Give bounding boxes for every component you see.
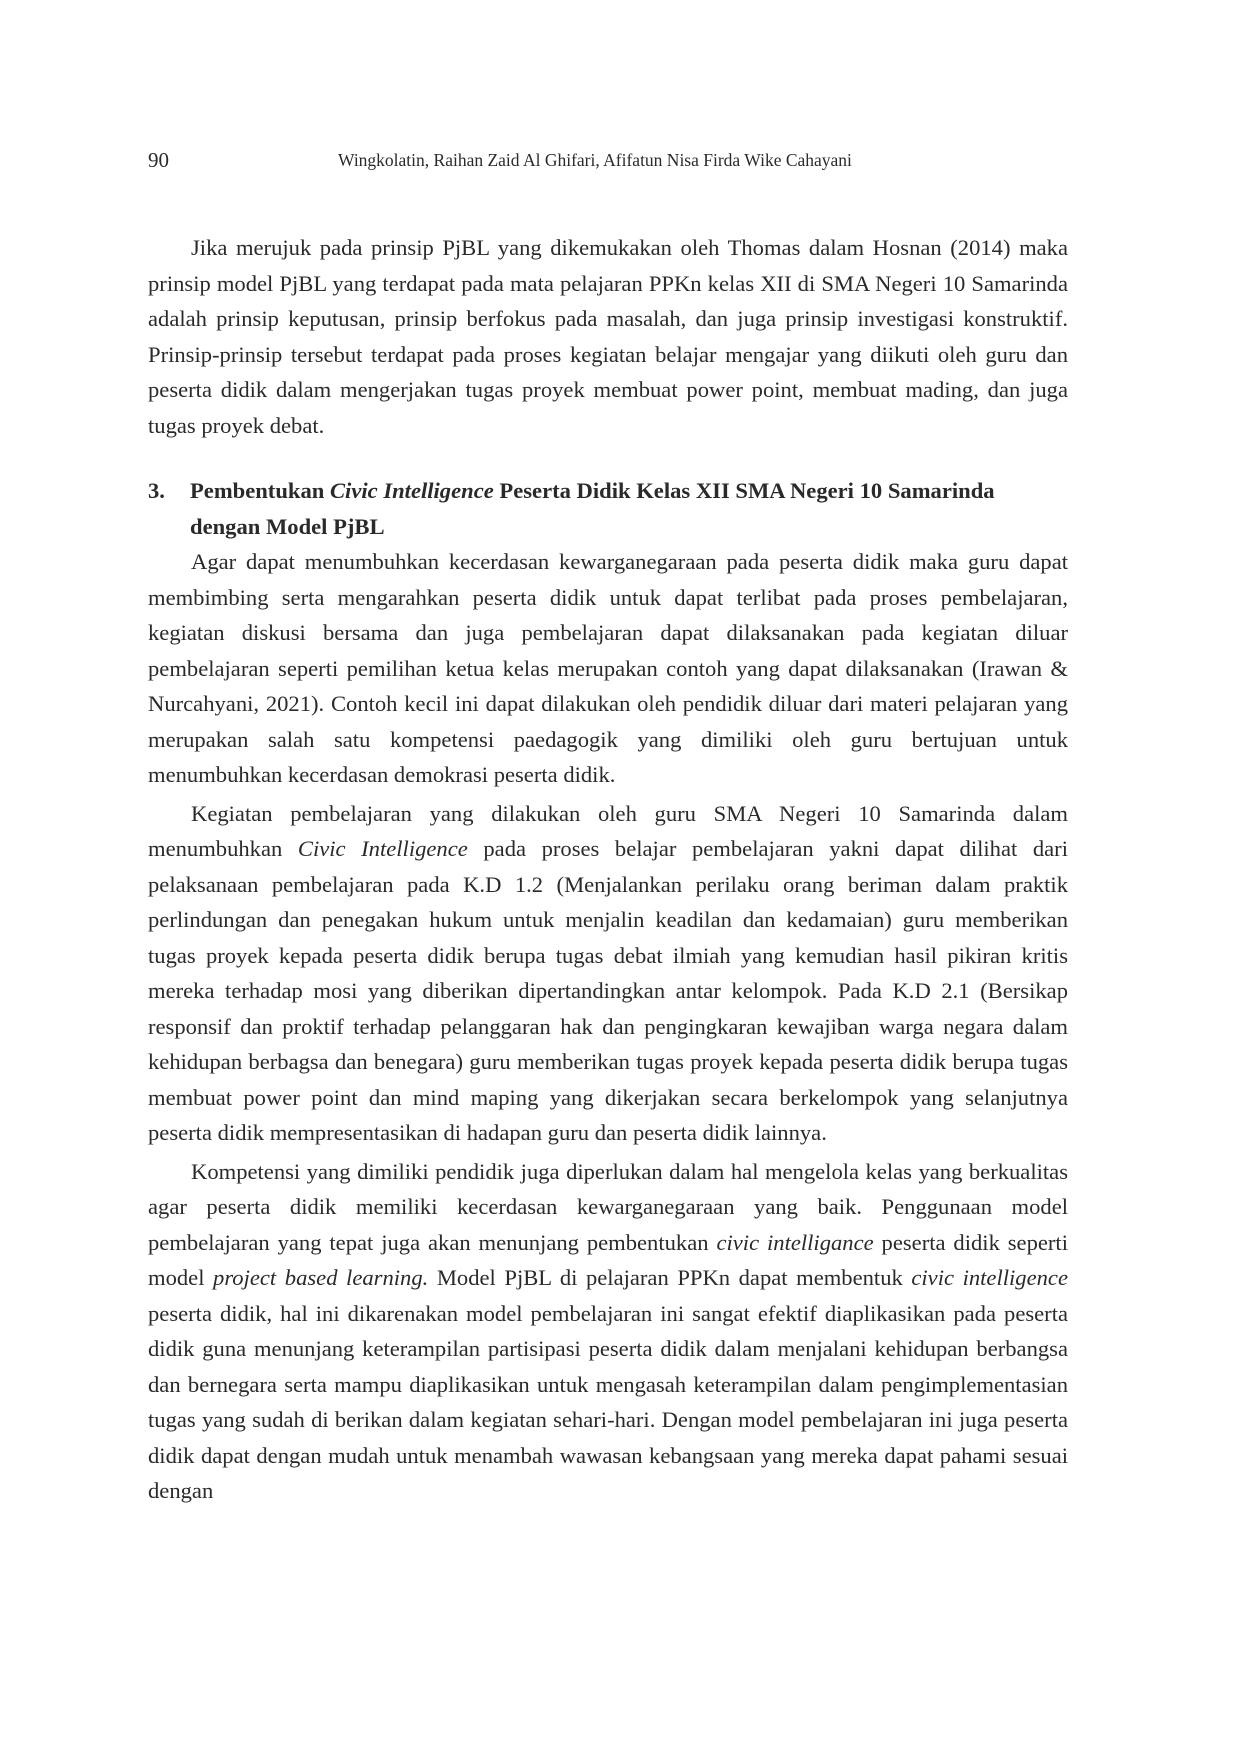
section-paragraph-1: Agar dapat menumbuhkan kecerdasan kewarganegaraan pada peserta didik maka guru dapat membimbing serta mengarahkan peserta didik untuk dapat terlibat pada proses pembelajaran, kegiatan diskusi bersama dan juga pembelajaran dapat dilaksanakan pada kegiatan diluar pembelajaran seperti pemilihan ketua kelas merupakan contoh yang dapat dilaksanakan (Irawan & Nurcahyani, 2021). Contoh kecil ini dapat dilakukan oleh pendidik diluar dari materi pelajaran yang merupakan salah satu kompetensi paedagogik yang dimiliki oleh guru bertujuan untuk menumbuhkan kecerdasan demokrasi peserta didik. [148, 549, 1068, 787]
running-header-authors: Wingkolatin, Raihan Zaid Al Ghifari, Afifatun Nisa Firda Wike Cahayani [338, 150, 852, 170]
paragraph3-italic-1: civic intelligance [716, 1229, 874, 1255]
section-heading [148, 473, 1068, 544]
paragraph2-text-b: pada proses belajar pembelajaran yakni dapat dilihat dari pelaksanaan pembelajaran pada K.D 1.2 (Menjalankan perilaku orang beriman dalam praktik perlindungan dan penegakan hukum untuk menjalin keadilan dan kedamaian) guru memberikan tugas proyek kepada peserta didik berupa tugas debat ilmiah yang kemudian hasil pikiran kritis mereka terhadap mosi yang diberikan dipertandingkan antar kelompok. Pada K.D 2.1 (Bersikap responsif dan proktif terhadap pelanggaran hak dan pengingkaran kewajiban warga negara dalam kehidupan berbagsa dan benegara) guru memberikan tugas proyek kepada peserta didik berupa tugas membuat power point dan mind maping yang dikerjakan secara berkelompok yang selanjutnya peserta didik mempresentasikan di hadapan guru dan peserta didik lainnya. [148, 836, 1068, 1145]
section-title-part2: Peserta Didik Kelas XII SMA Negeri 10 Samarinda dengan Model PjBL [190, 478, 995, 539]
section-title [190, 473, 1068, 544]
paragraph3-italic-3: civic intelligence [911, 1265, 1068, 1290]
page-number: 90 [148, 148, 169, 172]
paragraph3-text-d: peserta didik, hal ini dikarenakan model pembelajaran ini sangat efektif diaplikasikan pada peserta didik guna menunjang keterampilan partisipasi peserta didik dalam menjalani kehidupan berbangsa dan bernegara serta mampu diaplikasikan untuk mengasah keterampilan dalam pengimplementasian tugas yang sudah di berikan dalam kegiatan sehari-hari. Dengan model pembelajaran ini juga peserta didik dapat dengan mudah untuk menambah wawasan kebangsaan yang mereka dapat pahami sesuai dengan [148, 1300, 1068, 1503]
paragraph3-italic-2: project based learning. [213, 1265, 429, 1290]
body-text [148, 230, 1068, 1509]
paragraph3-text-c: Model PjBL di pelajaran PPKn dapat membentuk [428, 1265, 912, 1290]
paragraph3-text-a: Kompetensi yang dimiliki pendidik juga diperlukan dalam hal mengelola kelas yang berkualitas agar peserta didik memiliki kecerdasan kewarganegaraan yang baik. Penggunaan model pembelajaran yang tepat juga akan menunjang pembentukan [148, 1158, 1068, 1255]
section-number: 3. [148, 478, 165, 503]
paragraph2-italic: Civic Intelligence [297, 836, 468, 861]
section-paragraph-2 [148, 796, 1068, 1151]
section-title-part1: Pembentukan [190, 478, 330, 503]
section-title-italic: Civic Intelligence [329, 478, 494, 503]
section-3 [148, 473, 1068, 1509]
paragraph3-text-b: peserta didik seperti model [148, 1229, 1068, 1290]
intro-paragraph: Jika merujuk pada prinsip PjBL yang dikemukakan oleh Thomas dalam Hosnan (2014) maka prinsip model PjBL yang terdapat pada mata pelajaran PPKn kelas XII di SMA Negeri 10 Samarinda adalah prinsip keputusan, prinsip berfokus pada masalah, dan juga prinsip investigasi konstruktif. Prinsip-prinsip tersebut terdapat pada proses kegiatan belajar mengajar yang diikuti oleh guru dan peserta didik dalam mengerjakan tugas proyek membuat power point, membuat mading, dan juga tugas proyek debat. [148, 235, 1068, 438]
paragraph2-text-a: Kegiatan pembelajaran yang dilakukan oleh guru SMA Negeri 10 Samarinda dalam menumbuhkan [148, 800, 1068, 861]
section-paragraph-3 [148, 1154, 1068, 1509]
running-header [148, 148, 1068, 178]
